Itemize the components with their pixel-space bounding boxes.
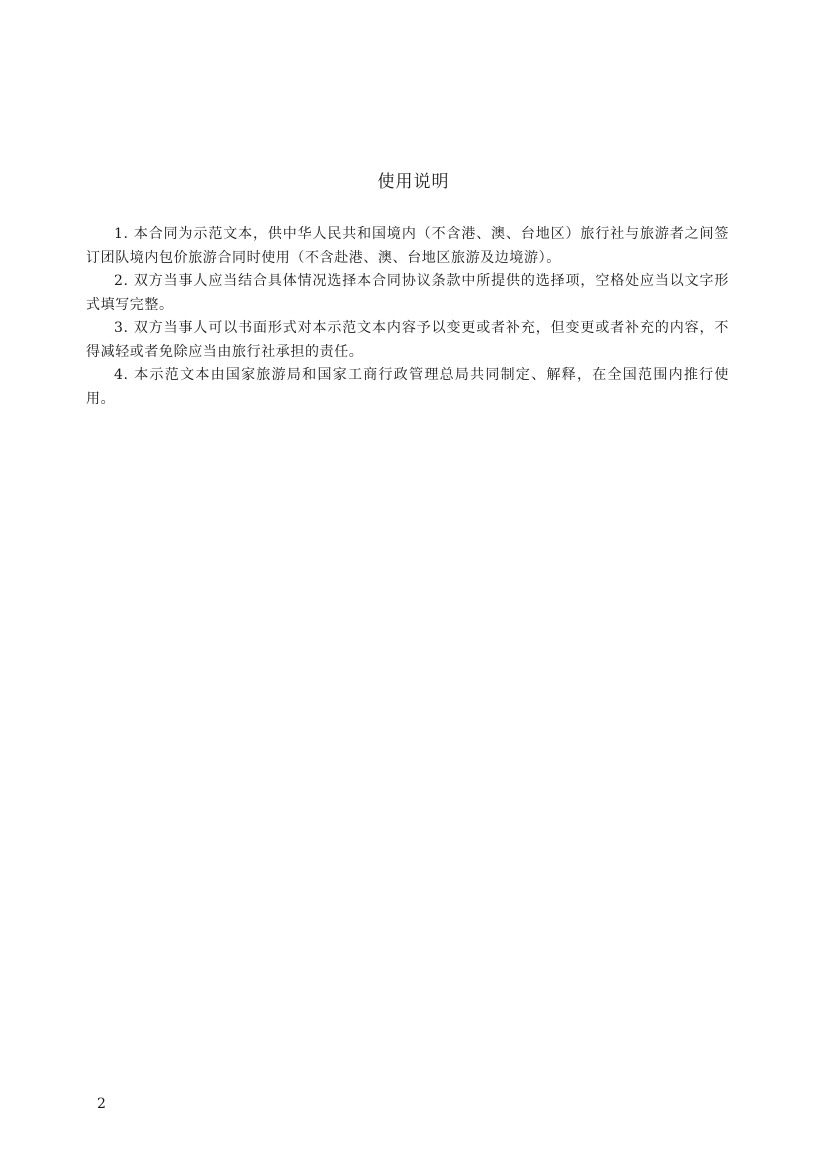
page-title: 使用说明	[377, 172, 450, 192]
instructions-body	[86, 223, 729, 411]
instruction-paragraph-1: 1. 本合同为示范文本，供中华人民共和国境内（不含港、澳、台地区）旅行社与旅游者之间签订团队境内包价旅游合同时使用（不含赴港、澳、台地区旅游及边境游）。	[86, 226, 729, 266]
instruction-paragraph-2: 2. 双方当事人应当结合具体情况选择本合同协议条款中所提供的选择项，空格处应当以文字形式填写完整。	[86, 273, 729, 313]
instruction-paragraph-4: 4. 本示范文本由国家旅游局和国家工商行政管理总局共同制定、解释，在全国范围内推行使用。	[86, 367, 729, 407]
instruction-paragraph-3: 3. 双方当事人可以书面形式对本示范文本内容予以变更或者补充，但变更或者补充的内容，不得减轻或者免除应当由旅行社承担的责任。	[86, 320, 729, 360]
page-number: 2	[97, 1096, 106, 1112]
